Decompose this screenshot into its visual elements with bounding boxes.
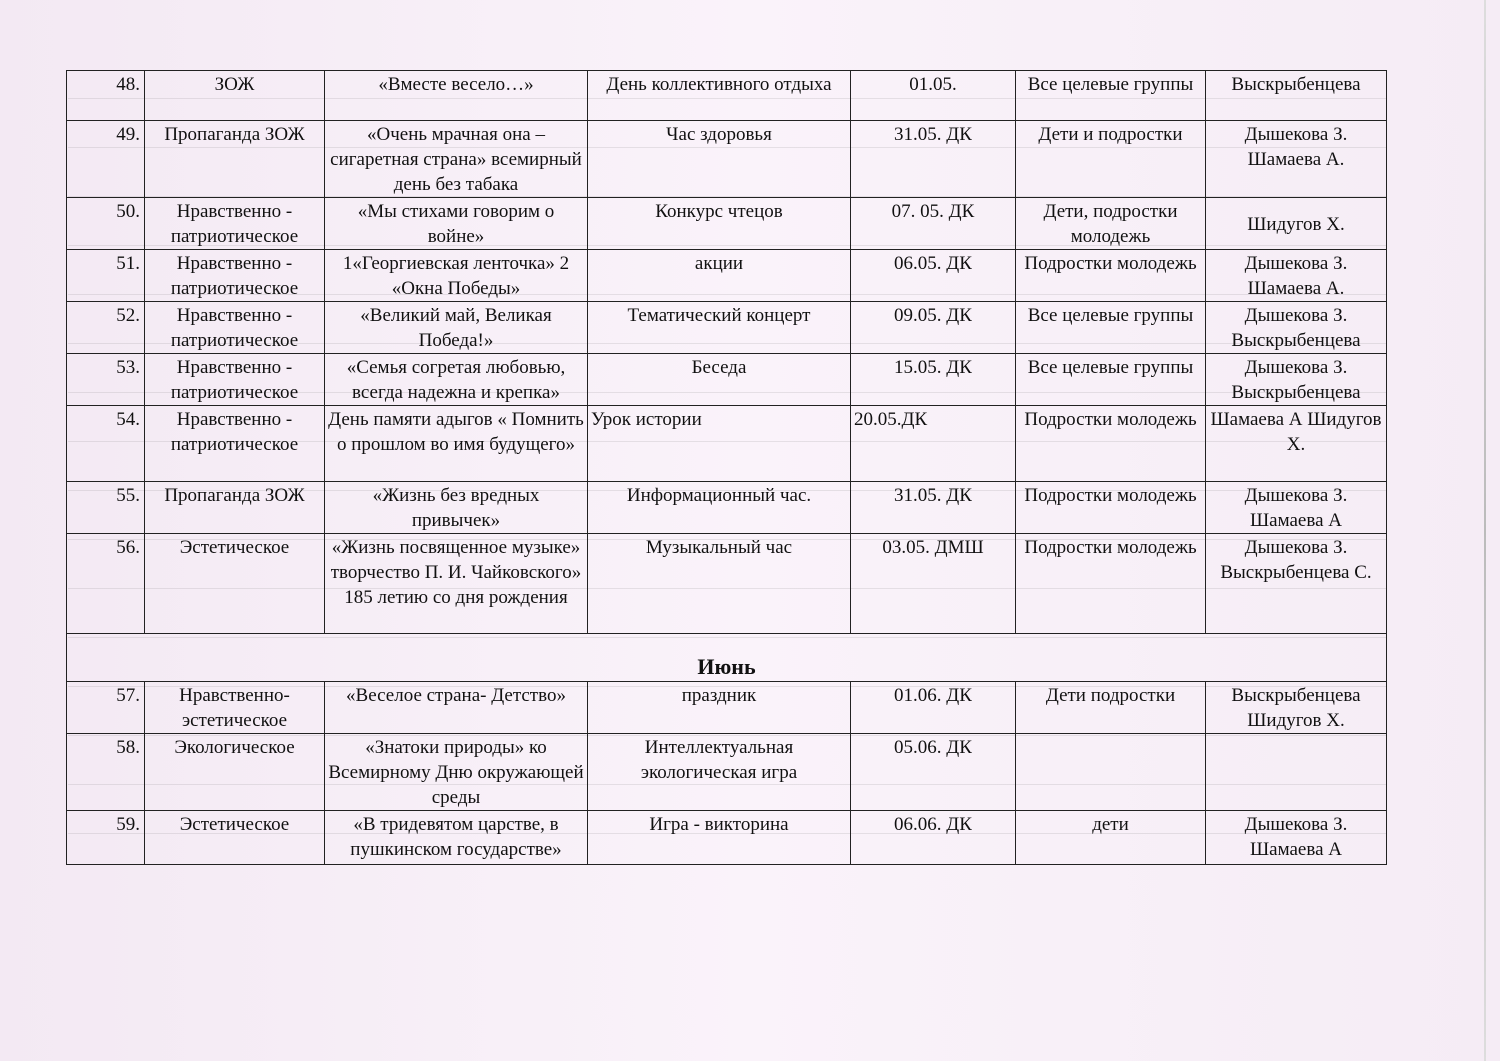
form-cell: День коллективного отдыха <box>588 71 851 121</box>
table-row <box>67 121 1387 198</box>
month-row <box>67 634 1387 682</box>
audience-cell: дети <box>1016 811 1206 865</box>
form-cell: Урок истории <box>588 406 851 482</box>
direction-cell: Нравственно- эстетическое <box>145 682 325 734</box>
form-cell: Час здоровья <box>588 121 851 198</box>
row-number: 51. <box>67 250 145 302</box>
audience-cell: Дети подростки <box>1016 682 1206 734</box>
row-number: 49. <box>67 121 145 198</box>
direction-cell: Нравственно - патриотическое <box>145 250 325 302</box>
title-cell: «Мы стихами говорим о войне» <box>325 198 588 250</box>
responsible-cell: Дышекова З. Выскрыбенцева <box>1206 302 1387 354</box>
responsible-cell: Дышекова З. Шамаева А <box>1206 482 1387 534</box>
month-heading: Июнь <box>67 634 1387 682</box>
responsible-cell: Дышекова З. Шамаева А. <box>1206 250 1387 302</box>
date-cell: 31.05. ДК <box>851 482 1016 534</box>
table-row <box>67 682 1387 734</box>
row-number: 48. <box>67 71 145 121</box>
table-row <box>67 250 1387 302</box>
title-cell: «Жизнь посвященное музыке» творчество П. И. Чайковского» 185 летию со дня рождения <box>325 534 588 634</box>
row-number: 58. <box>67 734 145 811</box>
audience-cell: Подростки молодежь <box>1016 250 1206 302</box>
form-cell: Конкурс чтецов <box>588 198 851 250</box>
row-number: 57. <box>67 682 145 734</box>
audience-cell: Подростки молодежь <box>1016 482 1206 534</box>
form-cell: Музыкальный час <box>588 534 851 634</box>
date-cell: 20.05.ДК <box>851 406 1016 482</box>
row-number: 54. <box>67 406 145 482</box>
responsible-cell: Дышекова З. Выскрыбенцева С. <box>1206 534 1387 634</box>
title-cell: 1«Георгиевская ленточка» 2 «Окна Победы» <box>325 250 588 302</box>
audience-cell: Подростки молодежь <box>1016 406 1206 482</box>
responsible-cell: Дышекова З. Шамаева А <box>1206 811 1387 865</box>
title-cell: «Веселое страна- Детство» <box>325 682 588 734</box>
direction-cell: ЗОЖ <box>145 71 325 121</box>
date-cell: 03.05. ДМШ <box>851 534 1016 634</box>
direction-cell: Нравственно - патриотическое <box>145 302 325 354</box>
responsible-cell: Выскрыбенцева <box>1206 71 1387 121</box>
date-cell: 05.06. ДК <box>851 734 1016 811</box>
form-cell: праздник <box>588 682 851 734</box>
events-table <box>66 70 1387 865</box>
responsible-cell: Шамаева А Шидугов Х. <box>1206 406 1387 482</box>
responsible-cell <box>1206 734 1387 811</box>
form-cell: акции <box>588 250 851 302</box>
direction-cell: Нравственно - патриотическое <box>145 406 325 482</box>
table-row <box>67 71 1387 121</box>
responsible-cell: Дышекова З. Шамаева А. <box>1206 121 1387 198</box>
date-cell: 15.05. ДК <box>851 354 1016 406</box>
table-row <box>67 534 1387 634</box>
direction-cell: Пропаганда ЗОЖ <box>145 482 325 534</box>
audience-cell: Все целевые группы <box>1016 302 1206 354</box>
row-number: 59. <box>67 811 145 865</box>
title-cell: «Жизнь без вредных привычек» <box>325 482 588 534</box>
direction-cell: Эстетическое <box>145 811 325 865</box>
date-cell: 09.05. ДК <box>851 302 1016 354</box>
table-row <box>67 406 1387 482</box>
responsible-cell: Дышекова З. Выскрыбенцева <box>1206 354 1387 406</box>
form-cell: Игра - викторина <box>588 811 851 865</box>
table-row <box>67 734 1387 811</box>
table-row <box>67 198 1387 250</box>
direction-cell: Экологическое <box>145 734 325 811</box>
date-cell: 31.05. ДК <box>851 121 1016 198</box>
date-cell: 06.06. ДК <box>851 811 1016 865</box>
audience-cell: Все целевые группы <box>1016 71 1206 121</box>
form-cell: Интеллектуальная экологическая игра <box>588 734 851 811</box>
row-number: 55. <box>67 482 145 534</box>
responsible-cell: Шидугов Х. <box>1206 198 1387 250</box>
title-cell: День памяти адыгов « Помнить о прошлом во имя будущего» <box>325 406 588 482</box>
row-number: 52. <box>67 302 145 354</box>
direction-cell: Нравственно - патриотическое <box>145 198 325 250</box>
date-cell: 06.05. ДК <box>851 250 1016 302</box>
title-cell: «Очень мрачная она – сигаретная страна» всемирный день без табака <box>325 121 588 198</box>
row-number: 53. <box>67 354 145 406</box>
title-cell: «Знатоки природы» ко Всемирному Дню окружающей среды <box>325 734 588 811</box>
date-cell: 01.05. <box>851 71 1016 121</box>
title-cell: «В тридевятом царстве, в пушкинском государстве» <box>325 811 588 865</box>
audience-cell <box>1016 734 1206 811</box>
responsible-cell: Выскрыбенцева Шидугов Х. <box>1206 682 1387 734</box>
audience-cell: Дети, подростки молодежь <box>1016 198 1206 250</box>
audience-cell: Все целевые группы <box>1016 354 1206 406</box>
date-cell: 07. 05. ДК <box>851 198 1016 250</box>
direction-cell: Эстетическое <box>145 534 325 634</box>
audience-cell: Подростки молодежь <box>1016 534 1206 634</box>
table-row <box>67 354 1387 406</box>
form-cell: Тематический концерт <box>588 302 851 354</box>
date-cell: 01.06. ДК <box>851 682 1016 734</box>
title-cell: «Великий май, Великая Победа!» <box>325 302 588 354</box>
row-number: 50. <box>67 198 145 250</box>
audience-cell: Дети и подростки <box>1016 121 1206 198</box>
direction-cell: Пропаганда ЗОЖ <box>145 121 325 198</box>
table-row <box>67 302 1387 354</box>
table-row <box>67 811 1387 865</box>
row-number: 56. <box>67 534 145 634</box>
form-cell: Информационный час. <box>588 482 851 534</box>
title-cell: «Семья согретая любовью, всегда надежна и крепка» <box>325 354 588 406</box>
table-row <box>67 482 1387 534</box>
page-edge-shadow <box>1484 0 1486 1061</box>
form-cell: Беседа <box>588 354 851 406</box>
title-cell: «Вместе весело…» <box>325 71 588 121</box>
direction-cell: Нравственно - патриотическое <box>145 354 325 406</box>
